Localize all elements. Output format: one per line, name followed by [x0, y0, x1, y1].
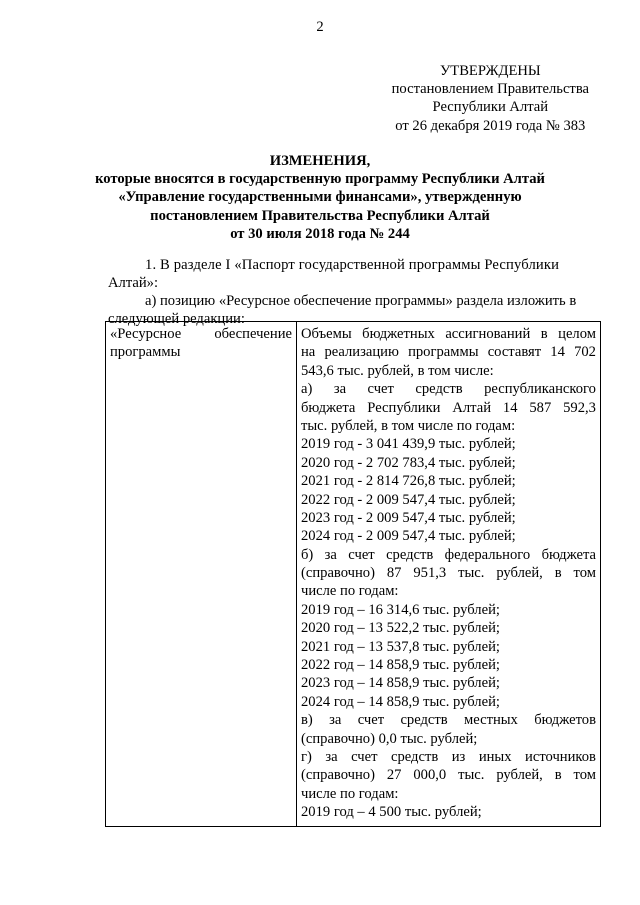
cell-line: 2023 год - 2 009 547,4 тыс. рублей;: [301, 509, 516, 526]
cell-word: в: [540, 326, 548, 342]
cell-word: (справочно): [301, 767, 375, 784]
cell-word: бюджета: [541, 546, 596, 563]
cell-word: иных: [478, 748, 512, 765]
cell-line: [301, 399, 596, 417]
cell-line: [301, 380, 596, 398]
cell-word: тыс.: [458, 767, 485, 784]
cell-word: «Ресурсное: [110, 326, 182, 342]
cell-word: федерального: [444, 546, 531, 563]
cell-line: 2020 год – 13 522,2 тыс. рублей;: [301, 620, 500, 637]
title-line: которые вносятся в государственную программу Республики Алтай: [95, 171, 545, 188]
cell-line: 2021 год – 13 537,8 тыс. рублей;: [301, 638, 500, 655]
cell-word: составят: [487, 344, 542, 361]
cell-word: обеспечение: [214, 326, 292, 342]
table-cell-label: [106, 322, 297, 827]
cell-line: [301, 748, 596, 766]
cell-word: 14: [502, 399, 518, 416]
cell-word: рублей,: [496, 767, 543, 784]
approval-line: Республики Алтай: [432, 99, 549, 116]
paragraph-line: следующей редакции:: [108, 311, 245, 328]
cell-line: 2022 год – 14 858,9 тыс. рублей;: [301, 657, 500, 674]
cell-word: том: [573, 767, 596, 784]
cell-word: реализацию: [324, 344, 399, 361]
cell-line: [301, 564, 596, 582]
cell-word: за: [329, 712, 342, 729]
cell-word: б): [301, 546, 314, 563]
cell-word: бюджета: [301, 399, 356, 416]
cell-word: ассигнований: [445, 326, 531, 342]
cell-line: программы: [110, 344, 181, 361]
cell-line: (справочно) 0,0 тыс. рублей;: [301, 730, 478, 747]
approval-line: постановлением Правительства: [391, 81, 589, 98]
cell-word: программы: [408, 344, 479, 361]
cell-word: рублей,: [496, 565, 543, 582]
cell-line: [110, 325, 292, 343]
resource-table: [105, 321, 601, 827]
cell-line: [301, 546, 596, 564]
approval-line: УТВЕРЖДЕНЫ: [439, 63, 541, 79]
cell-word: Объемы: [301, 326, 352, 342]
paragraph-line: а) позицию «Ресурсное обеспечение программы» раздела изложить в: [145, 293, 577, 309]
paragraph-line: 1. В разделе I «Паспорт государственной программы Республики: [145, 257, 560, 273]
cell-word: средств: [386, 546, 434, 563]
cell-word: 27: [386, 767, 402, 784]
cell-line: числе по годам:: [301, 785, 399, 802]
cell-word: на: [301, 344, 316, 361]
title-line: от 30 июля 2018 года № 244: [230, 225, 410, 242]
cell-line: 2024 год - 2 009 547,4 тыс. рублей;: [301, 528, 516, 545]
cell-word: 592,3: [563, 399, 596, 416]
page-number: 2: [316, 19, 324, 35]
cell-word: а): [301, 381, 313, 398]
cell-word: г): [301, 748, 312, 765]
cell-word: за: [324, 546, 337, 563]
cell-word: средств: [391, 748, 439, 765]
cell-line: 543,6 тыс. рублей, в том числе:: [301, 362, 494, 379]
title-line: постановлением Правительства Республики Алтай: [150, 207, 490, 224]
approval-line: от 26 декабря 2019 года № 383: [395, 117, 586, 134]
cell-word: (справочно): [301, 565, 375, 582]
table-cell-content: [297, 322, 601, 827]
paragraph-1: [108, 256, 598, 293]
title-line: ИЗМЕНЕНИЯ,: [269, 153, 371, 169]
cell-word: источников: [525, 748, 596, 765]
cell-word: за: [333, 381, 347, 398]
cell-word: счет: [348, 546, 375, 563]
cell-line: 2019 год – 16 314,6 тыс. рублей;: [301, 601, 500, 618]
cell-word: местных: [464, 712, 518, 729]
cell-word: средств: [415, 381, 463, 398]
cell-word: в): [301, 712, 313, 729]
cell-line: 2020 год - 2 702 783,4 тыс. рублей;: [301, 454, 516, 471]
cell-word: 702: [574, 344, 596, 361]
cell-line: 2024 год – 14 858,9 тыс. рублей;: [301, 693, 500, 710]
cell-word: республиканского: [484, 381, 596, 398]
cell-word: Республики: [367, 399, 441, 416]
cell-word: 587: [529, 399, 552, 416]
cell-word: тыс.: [458, 565, 485, 582]
cell-word: средств: [400, 712, 448, 729]
table-row: [106, 322, 601, 827]
cell-word: из: [451, 748, 466, 765]
cell-word: бюджетных: [362, 326, 435, 342]
cell-line: 2019 год – 4 500 тыс. рублей;: [301, 804, 482, 821]
cell-line: [301, 343, 596, 361]
cell-line: 2022 год - 2 009 547,4 тыс. рублей;: [301, 491, 516, 508]
cell-word: счет: [367, 381, 394, 398]
cell-line: тыс. рублей, в том числе по годам:: [301, 417, 516, 434]
approval-stamp: [392, 62, 589, 135]
cell-word: счет: [351, 748, 378, 765]
cell-word: в: [554, 565, 562, 582]
cell-line: 2023 год – 14 858,9 тыс. рублей;: [301, 675, 500, 692]
cell-word: 14: [550, 344, 565, 361]
cell-word: счет: [357, 712, 385, 729]
cell-word: 87: [386, 565, 402, 582]
paragraph-line: Алтай»:: [108, 275, 159, 292]
cell-word: бюджетов: [534, 712, 596, 729]
cell-word: целом: [558, 326, 596, 342]
cell-word: Алтай: [452, 399, 492, 416]
cell-word: за: [325, 748, 338, 765]
cell-word: 000,0: [413, 767, 447, 784]
cell-word: том: [573, 565, 596, 582]
title-line: «Управление государственными финансами», утвержденную: [118, 189, 522, 206]
cell-line: числе по годам:: [301, 583, 399, 600]
cell-line: [301, 711, 596, 729]
cell-word: 951,3: [413, 565, 447, 582]
cell-line: 2021 год - 2 814 726,8 тыс. рублей;: [301, 473, 516, 490]
cell-line: [301, 766, 596, 784]
cell-line: [301, 325, 596, 343]
cell-line: 2019 год - 3 041 439,9 тыс. рублей;: [301, 436, 516, 453]
document-title: [0, 152, 640, 243]
cell-word: в: [554, 767, 562, 784]
